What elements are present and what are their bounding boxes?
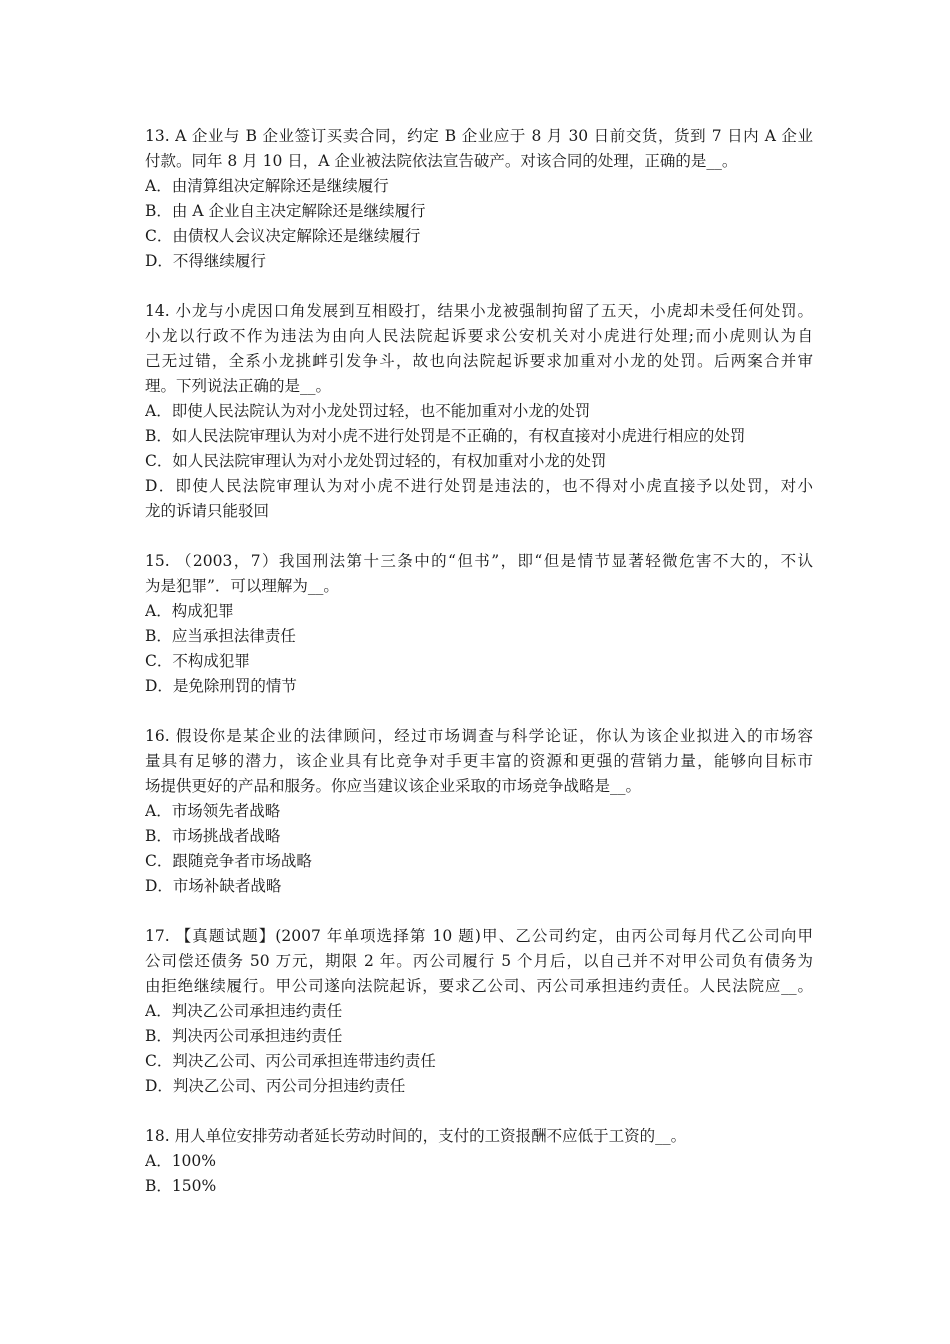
answer-option-a: A．由清算组决定解除还是继续履行 [145, 177, 389, 195]
question-stem-line: 量具有足够的潜力，该企业具有比竞争对手更丰富的资源和更强的营销力量，能够向目标市 [145, 752, 813, 770]
answer-option-a: A．判决乙公司承担违约责任 [145, 1002, 343, 1020]
answer-option-c: C．不构成犯罪 [145, 652, 250, 670]
question-stem-line: 公司偿还债务 50 万元，期限 2 年。丙公司履行 5 个月后，以自己并不对甲公司负有债务为 [145, 952, 813, 970]
answer-option-d: D．不得继续履行 [145, 252, 266, 270]
question-stem-line: 13. A 企业与 B 企业签订买卖合同，约定 B 企业应于 8 月 30 日前交货，货到 7 日内 A 企业 [145, 127, 813, 145]
answer-option-d: D．判决乙公司、丙公司分担违约责任 [145, 1077, 406, 1095]
answer-option-c: C．如人民法院审理认为对小龙处罚过轻的，有权加重对小龙的处罚 [145, 452, 607, 470]
question-18 [145, 1124, 813, 1199]
answer-option-b: B．如人民法院审理认为对小虎不进行处罚是不正确的，有权直接对小虎进行相应的处罚 [145, 427, 746, 445]
answer-option-c: C．判决乙公司、丙公司承担连带违约责任 [145, 1052, 436, 1070]
question-stem-line: 己无过错，全系小龙挑衅引发争斗，故也向法院起诉要求加重对小龙的处罚。后两案合并审 [145, 352, 813, 370]
answer-option-d: D．即使人民法院审理认为对小虎不进行处罚是违法的，也不得对小虎直接予以处罚，对小 [145, 477, 813, 495]
question-17 [145, 924, 813, 1099]
question-16 [145, 724, 813, 899]
answer-option-c: C．由债权人会议决定解除还是继续履行 [145, 227, 421, 245]
answer-option-b: B．由 A 企业自主决定解除还是继续履行 [145, 202, 426, 220]
question-15 [145, 549, 813, 699]
answer-option-b: B．市场挑战者战略 [145, 827, 281, 845]
question-stem-line: 小龙以行政不作为违法为由向人民法院起诉要求公安机关对小虎进行处理;而小虎则认为自 [145, 327, 813, 345]
answer-option-b: B．应当承担法律责任 [145, 627, 296, 645]
answer-option-d: D．市场补缺者战略 [145, 877, 282, 895]
question-stem-line: 17. 【真题试题】(2007 年单项选择第 10 题)甲、乙公司约定，由丙公司每月代乙公司向甲 [145, 927, 813, 945]
question-stem-line: 场提供更好的产品和服务。你应当建议该企业采取的市场竞争战略是__。 [145, 777, 642, 795]
question-stem-line: 14. 小龙与小虎因口角发展到互相殴打，结果小龙被强制拘留了五天，小虎却未受任何处罚。 [145, 302, 813, 320]
question-stem-line: 18. 用人单位安排劳动者延长劳动时间的，支付的工资报酬不应低于工资的__。 [145, 1127, 687, 1145]
answer-option-a: A．100% [145, 1152, 217, 1170]
answer-option-a: A．即使人民法院认为对小龙处罚过轻，也不能加重对小龙的处罚 [145, 402, 591, 420]
question-14 [145, 299, 813, 524]
document-page [145, 124, 813, 1224]
answer-option-b: B．判决丙公司承担违约责任 [145, 1027, 343, 1045]
question-stem-line: 15. （2003，7）我国刑法第十三条中的“但书”，即“但是情节显著轻微危害不大的，不认 [145, 552, 813, 570]
question-stem-line: 16. 假设你是某企业的法律顾问，经过市场调查与科学论证，你认为该企业拟进入的市场容 [145, 727, 813, 745]
question-stem-line: 理。下列说法正确的是__。 [145, 377, 332, 395]
answer-option-a: A．市场领先者战略 [145, 802, 281, 820]
answer-option-a: A．构成犯罪 [145, 602, 234, 620]
answer-option-d: D．是免除刑罚的情节 [145, 677, 297, 695]
answer-option-d-continued: 龙的诉请只能驳回 [145, 502, 270, 520]
question-stem-line: 由拒绝继续履行。甲公司遂向法院起诉，要求乙公司、丙公司承担违约责任。人民法院应__。 [145, 977, 813, 995]
answer-option-b: B．150% [145, 1177, 217, 1195]
question-stem-line: 付款。同年 8 月 10 日，A 企业被法院依法宣告破产。对该合同的处理，正确的是__。 [145, 152, 738, 170]
answer-option-c: C．跟随竞争者市场战略 [145, 852, 312, 870]
question-13 [145, 124, 813, 274]
question-stem-line: 为是犯罪”．可以理解为__。 [145, 577, 339, 595]
